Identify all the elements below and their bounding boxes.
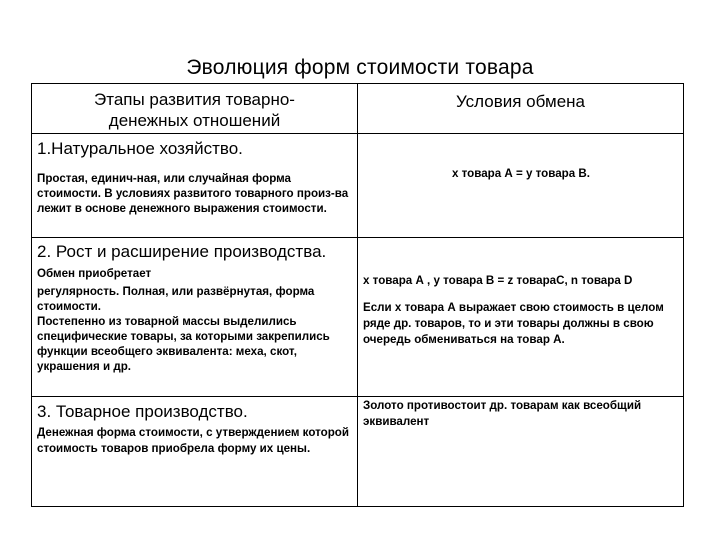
header-stages-line1: Этапы развития товарно- <box>94 90 295 109</box>
condition-cell-1 <box>358 134 684 238</box>
header-stages <box>32 84 358 134</box>
table-row <box>32 396 684 506</box>
stage-desc-1: Простая, единич-ная, или случайная форма стоимости. В условиях развитого товарного произ-ва лежит в основе денежного выражения стоимости. <box>37 172 349 216</box>
condition-cell-3 <box>358 396 684 506</box>
table-row <box>32 134 684 238</box>
stage-desc-2-inline: Обмен приобретает <box>37 267 152 281</box>
condition-3: Золото противостоит др. товарам как всеобщий эквивалент <box>363 398 642 428</box>
evolution-table <box>31 83 684 507</box>
page-title: Эволюция форм стоимости товара <box>186 56 534 79</box>
header-conditions <box>358 84 684 134</box>
stage-cell-2 <box>32 238 358 396</box>
stage-cell-3 <box>32 396 358 506</box>
stage-cell-1 <box>32 134 358 238</box>
header-stages-line2: денежных отношений <box>108 111 281 130</box>
stage-desc-3: Денежная форма стоимости, с утверждением которой стоимость товаров приобрела форму их цены. <box>37 425 350 455</box>
condition-cell-2 <box>358 238 684 396</box>
table-header-row <box>32 84 684 134</box>
condition-2b: Если х товара А выражает свою стоимость в целом ряде др. товаров, то и эти товары должны в свою очередь обмениваться на товар А. <box>363 301 664 347</box>
stage-title-3: 3. Товарное производство. <box>37 401 248 421</box>
stage-title-2: 2. Рост и расширение производства. <box>37 242 327 262</box>
table-row <box>32 238 684 396</box>
stage-title-1: 1.Натуральное хозяйство. <box>37 139 243 159</box>
condition-1: х товара А = у товара В. <box>451 167 591 181</box>
stage-title-2-block <box>37 242 327 282</box>
stage-desc-2: регулярность. Полная, или развёрнутая, форма стоимости. Постепенно из товарной массы выделились специфические товары, за которыми закрепились функции всеобщего эквивалента: меха, скот, украшения и др. <box>37 285 330 374</box>
header-conditions-label: Условия обмена <box>456 92 585 111</box>
condition-2a: х товара А , у товара В = z товараС, n товара D <box>363 274 633 288</box>
